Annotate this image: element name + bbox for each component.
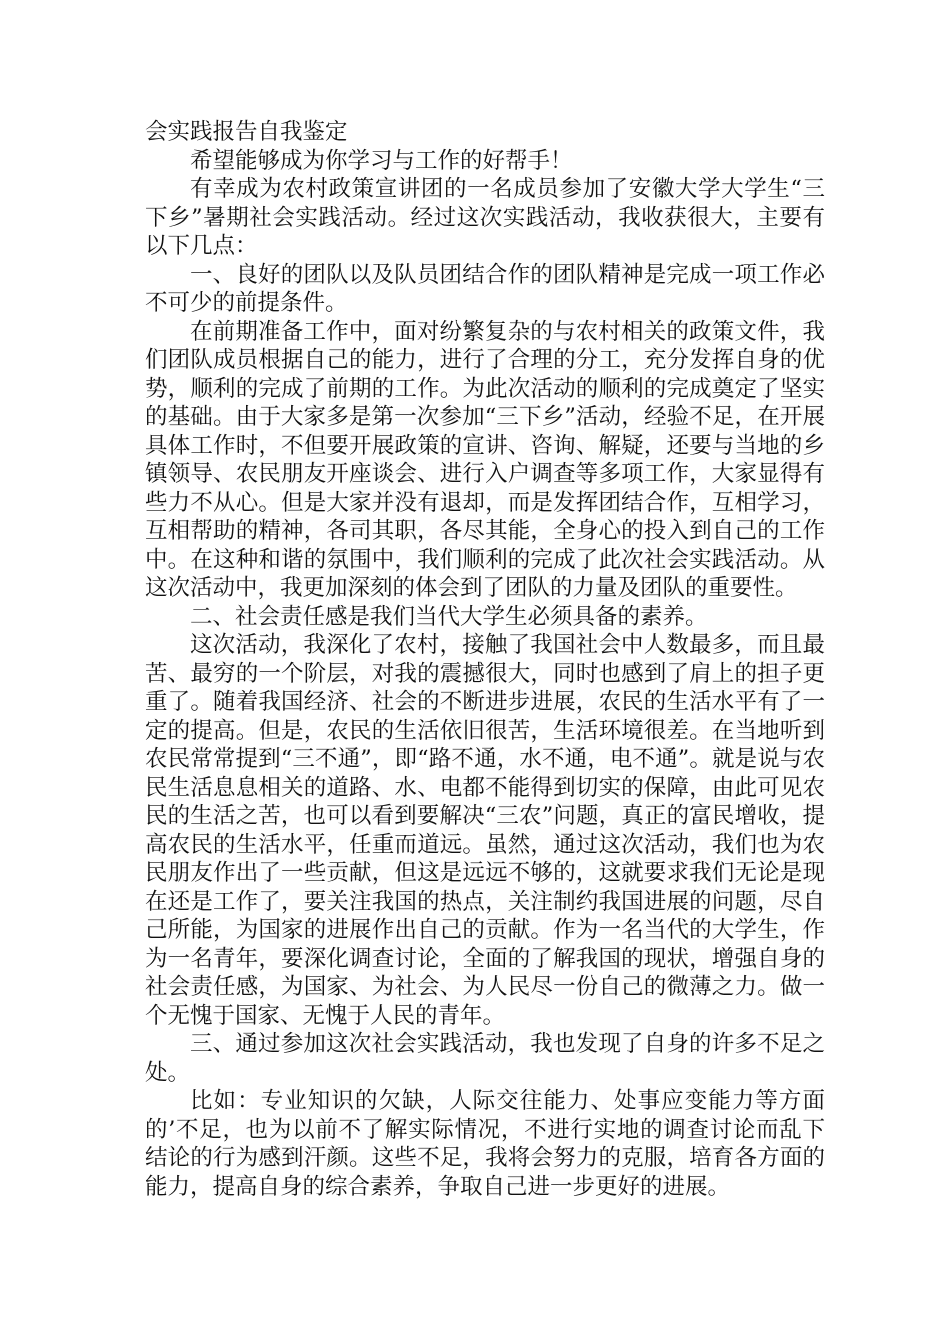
document-title: 会实践报告自我鉴定: [145, 119, 348, 145]
paragraph-opening: 有幸成为农村政策宣讲团的一名成员参加了安徽大学大学生“三下乡”暑期社会实践活动。经过这次实践活动，我收获很大，主要有以下几点：: [145, 176, 825, 259]
section-heading-responsibility: 二、社会责任感是我们当代大学生必须具备的素养。: [190, 603, 708, 630]
section-heading-teamwork: 一、良好的团队以及队员团结合作的团队精神是完成一项工作必不可少的前提条件。: [145, 261, 825, 316]
section-heading-shortcomings: 三、通过参加这次社会实践活动，我也发现了自身的许多不足之处。: [145, 1031, 825, 1086]
paragraph-responsibility: 这次活动，我深化了农村，接触了我国社会中人数最多，而且最苦、最穷的一个阶层，对我的震撼很大，同时也感到了肩上的担子更重了。随着我国经济、社会的不断进步进展，农民的生活水平有了一定的提高。但是，农民的生活依旧很苦，生活环境很差。在当地听到农民常常提到“三不通”，即“路不通，水不通，电不通”。就是说与农民生活息息相关的道路、水、电都不能得到切实的保障，由此可见农民的生活之苦，也可以看到要解决“三农”问题，真正的富民增收，提高农民的生活水平，任重而道远。虽然，通过这次活动，我们也为农民朋友作出了一些贡献，但这是远远不够的，这就要求我们无论是现在还是工作了，要关注我国的热点，关注制约我国进展的问题，尽自己所能，为国家的进展作出自己的贡献。作为一名当代的大学生，作为一名青年，要深化调查讨论，全面的了解我国的现状，增强自身的社会责任感，为国家、为社会、为人民尽一份自己的微薄之力。做一个无愧于国家、无愧于人民的青年。: [145, 632, 825, 1029]
paragraph-shortcomings: 比如：专业知识的欠缺，人际交往能力、处事应变能力等方面的’不足，也为以前不了解实际情况，不进行实地的调查讨论而乱下结论的行为感到汗颜。这些不足，我将会努力的克服，培育各方面的能力，提高自身的综合素养，争取自己进一步更好的进展。: [145, 1088, 825, 1200]
paragraph-intro: 希望能够成为你学习与工作的好帮手！: [190, 147, 573, 174]
paragraph-teamwork: 在前期准备工作中，面对纷繁复杂的与农村相关的政策文件，我们团队成员根据自己的能力，进行了合理的分工，充分发挥自身的优势，顺利的完成了前期的工作。为此次活动的顺利的完成奠定了坚实的基础。由于大家多是第一次参加“三下乡”活动，经验不足，在开展具体工作时，不但要开展政策的宣讲、咨询、解疑，还要与当地的乡镇领导、农民朋友开座谈会、进行入户调查等多项工作，大家显得有些力不从心。但是大家并没有退却，而是发挥团结合作，互相学习，互相帮助的精神，各司其职，各尽其能，全身心的投入到自己的工作中。在这种和谐的氛围中，我们顺利的完成了此次社会实践活动。从这次活动中，我更加深刻的体会到了团队的力量及团队的重要性。: [145, 318, 825, 601]
document-body: [145, 118, 825, 1201]
